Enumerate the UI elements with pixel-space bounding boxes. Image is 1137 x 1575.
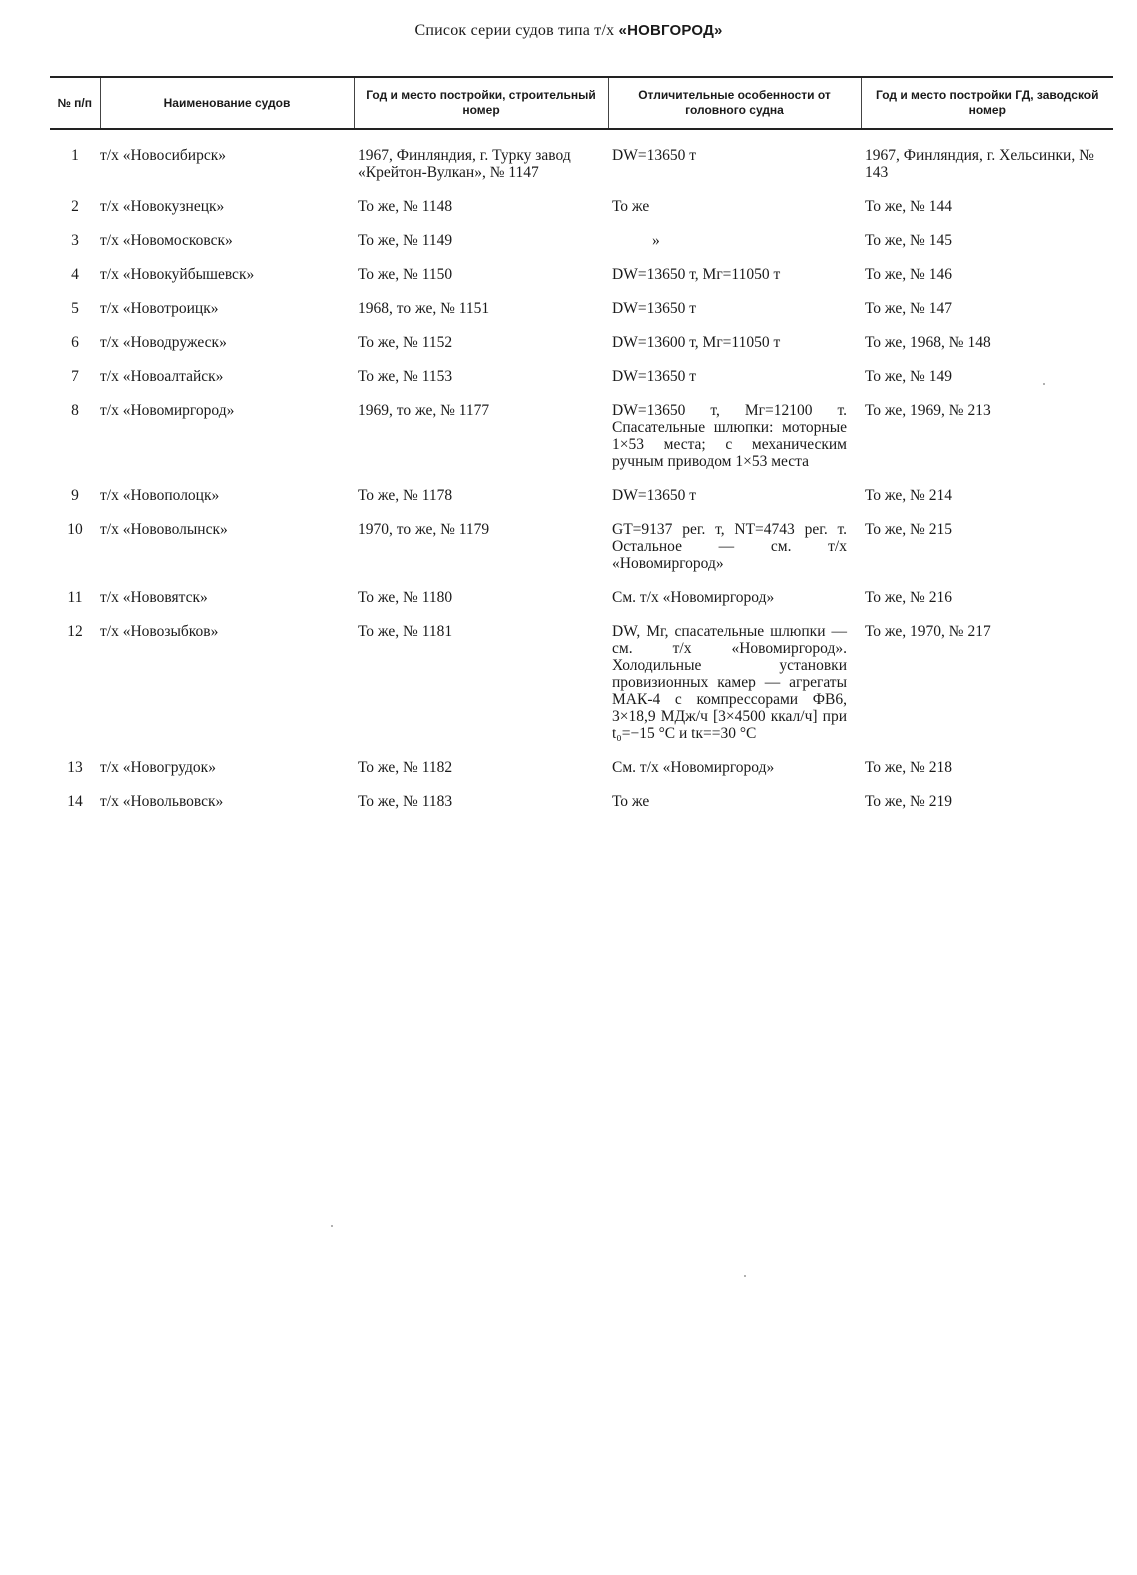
table-row — [50, 334, 1113, 368]
engine-info: То же, № 214 — [865, 487, 952, 504]
table-row — [50, 368, 1113, 402]
differences: DW=13650 т — [612, 300, 696, 317]
ships-table-container — [50, 76, 1113, 827]
differences: DW, Мг, спасательные шлюпки — см. т/х «Новомиргород». Холодильные установки провизионных камер — агрегаты МАК-4 с компрессорами ФВ6, 3×18,9 МДж/ч [3×4500 ккал/ч] при t₀=−15 °С и tк==30 °С — [612, 623, 847, 742]
row-number: 9 — [71, 487, 79, 504]
row-number: 10 — [67, 521, 83, 538]
ship-name: т/х «Новоалтайск» — [100, 368, 224, 385]
ship-name: т/х «Новогрудок» — [100, 759, 216, 776]
engine-info: То же, № 147 — [865, 300, 952, 317]
built-info: То же, № 1152 — [358, 334, 453, 351]
ship-name: т/х «Новокузнецк» — [100, 198, 225, 215]
engine-info: 1967, Финляндия, г. Хельсинки, № 143 — [865, 147, 1094, 181]
differences: DW=13650 т, Мг=12100 т. Спасательные шлюпки: моторные 1×53 места; с механическим ручным приводом 1×53 места — [612, 402, 847, 470]
table-row — [50, 266, 1113, 300]
differences: См. т/х «Новомиргород» — [612, 589, 775, 606]
engine-info: То же, № 149 — [865, 368, 952, 385]
differences: DW=13650 т — [612, 487, 696, 504]
differences: То же — [612, 198, 650, 215]
differences: См. т/х «Новомиргород» — [612, 759, 775, 776]
built-info: 1969, то же, № 1177 — [358, 402, 490, 419]
engine-info: То же, № 215 — [865, 521, 952, 538]
header-differences: Отличительные особенности от головного судна — [608, 77, 861, 129]
built-info: То же, № 1180 — [358, 589, 453, 606]
table-row — [50, 300, 1113, 334]
differences: DW=13600 т, Мг=11050 т — [612, 334, 781, 351]
ship-name: т/х «Новомосковск» — [100, 232, 233, 249]
scan-speck — [331, 1225, 333, 1227]
row-number: 2 — [71, 198, 79, 215]
built-info: То же, № 1153 — [358, 368, 453, 385]
table-body — [50, 129, 1113, 827]
engine-info: То же, № 216 — [865, 589, 952, 606]
table-row — [50, 793, 1113, 827]
title-prefix: Список серии судов типа т/х — [414, 22, 615, 39]
engine-info: То же, № 218 — [865, 759, 952, 776]
ships-table — [50, 76, 1113, 827]
ship-name: т/х «Новомиргород» — [100, 402, 235, 419]
differences: DW=13650 т, Мг=11050 т — [612, 266, 781, 283]
row-number: 1 — [71, 147, 79, 164]
header-engine-built: Год и место постройки ГД, заводской номер — [861, 77, 1113, 129]
row-number: 8 — [71, 402, 79, 419]
engine-info: То же, № 144 — [865, 198, 952, 215]
ship-name: т/х «Новотроицк» — [100, 300, 219, 317]
title-series: «НОВГОРОД» — [618, 22, 723, 39]
header-row — [50, 77, 1113, 129]
table-row — [50, 487, 1113, 521]
ditto-mark: » — [652, 232, 660, 249]
table-header — [50, 77, 1113, 129]
table-row — [50, 402, 1113, 487]
differences: То же — [612, 793, 650, 810]
built-info: 1970, то же, № 1179 — [358, 521, 490, 538]
table-row — [50, 129, 1113, 198]
built-info: 1967, Финляндия, г. Турку завод «Крейтон-Вулкан», № 1147 — [358, 147, 571, 181]
engine-info: То же, 1968, № 148 — [865, 334, 991, 351]
built-info: То же, № 1149 — [358, 232, 453, 249]
ship-name: т/х «Новополоцк» — [100, 487, 220, 504]
row-number: 6 — [71, 334, 79, 351]
header-built: Год и место постройки, строительный номер — [354, 77, 608, 129]
table-row — [50, 589, 1113, 623]
ship-name: т/х «Новольвовск» — [100, 793, 224, 810]
differences: GT=9137 рег. т, NT=4743 рег. т. Остальное — см. т/х «Новомиргород» — [612, 521, 847, 572]
engine-info: То же, 1969, № 213 — [865, 402, 991, 419]
row-number: 11 — [67, 589, 83, 606]
built-info: То же, № 1181 — [358, 623, 453, 640]
ship-name: т/х «Нововолынск» — [100, 521, 228, 538]
table-row — [50, 759, 1113, 793]
engine-info: То же, № 219 — [865, 793, 952, 810]
built-info: То же, № 1182 — [358, 759, 453, 776]
built-info: То же, № 1148 — [358, 198, 453, 215]
ship-name: т/х «Нововятск» — [100, 589, 208, 606]
built-info: То же, № 1178 — [358, 487, 453, 504]
ship-name: т/х «Новозыбков» — [100, 623, 219, 640]
differences: DW=13650 т — [612, 147, 696, 164]
row-number: 7 — [71, 368, 79, 385]
row-number: 12 — [67, 623, 83, 640]
scan-speck — [1043, 383, 1045, 385]
row-number: 4 — [71, 266, 79, 283]
engine-info: То же, № 145 — [865, 232, 952, 249]
table-row — [50, 623, 1113, 759]
built-info: То же, № 1150 — [358, 266, 453, 283]
built-info: 1968, то же, № 1151 — [358, 300, 490, 317]
built-info: То же, № 1183 — [358, 793, 453, 810]
row-number: 3 — [71, 232, 79, 249]
page-title — [0, 22, 1137, 40]
table-row — [50, 198, 1113, 232]
differences: DW=13650 т — [612, 368, 696, 385]
engine-info: То же, 1970, № 217 — [865, 623, 991, 640]
ship-name: т/х «Новокуйбышевск» — [100, 266, 255, 283]
row-number: 5 — [71, 300, 79, 317]
engine-info: То же, № 146 — [865, 266, 952, 283]
table-row — [50, 232, 1113, 266]
header-number: № п/п — [50, 77, 100, 129]
ship-name: т/х «Новосибирск» — [100, 147, 227, 164]
header-ship-name: Наименование судов — [100, 77, 354, 129]
ship-name: т/х «Новодружеск» — [100, 334, 227, 351]
row-number: 13 — [67, 759, 83, 776]
table-row — [50, 521, 1113, 589]
scan-speck — [744, 1275, 746, 1277]
differences — [608, 232, 861, 266]
row-number: 14 — [67, 793, 83, 810]
